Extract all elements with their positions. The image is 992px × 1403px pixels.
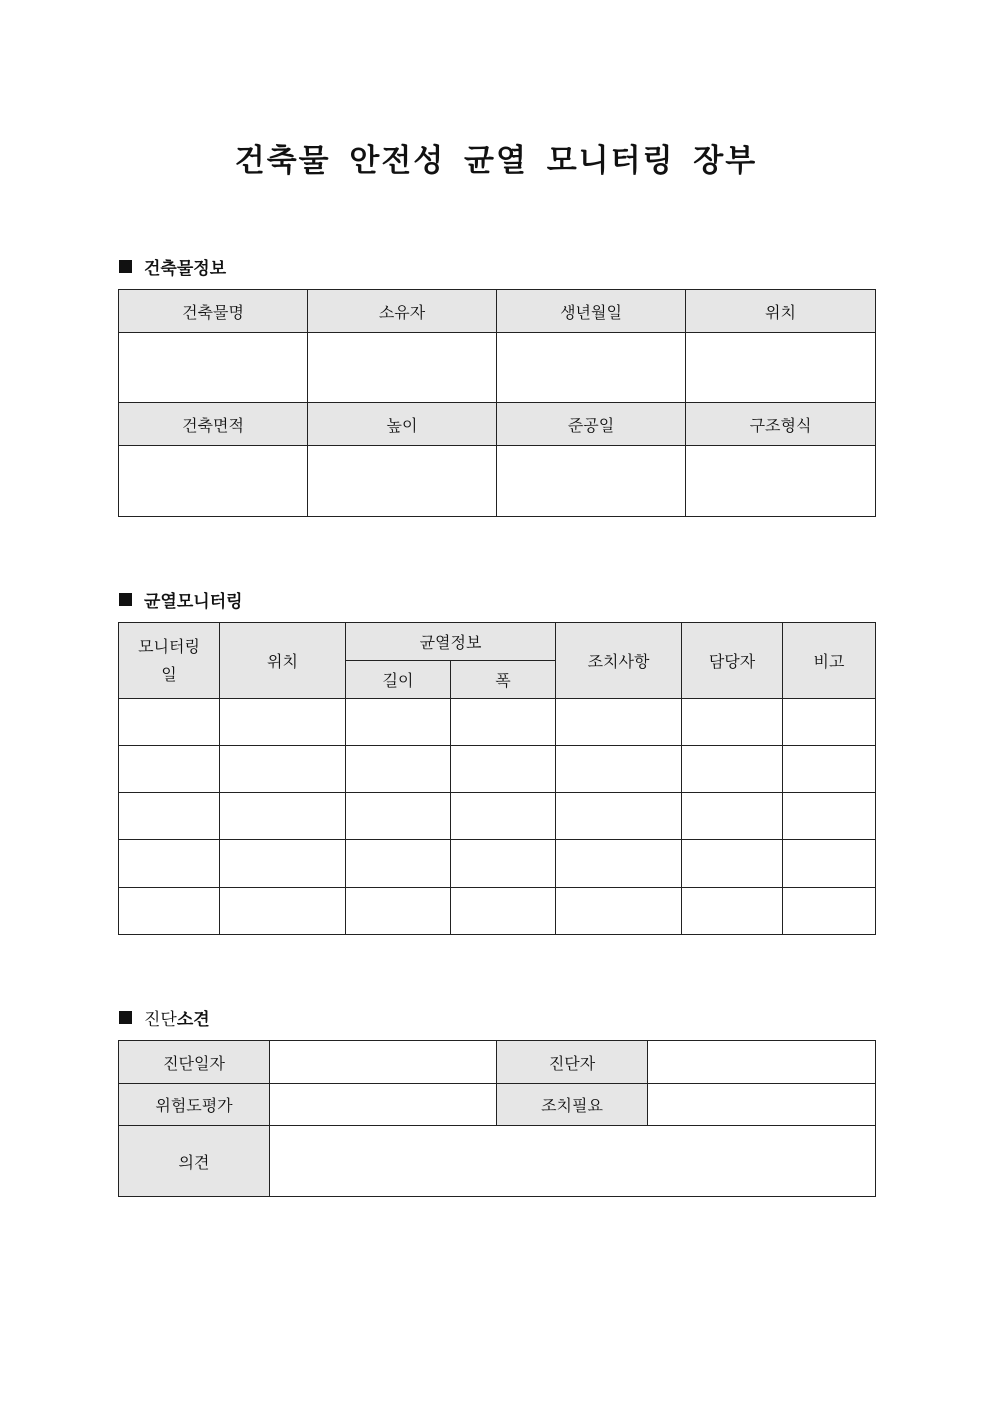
table-cell[interactable]	[783, 888, 876, 935]
header-structure-type: 구조형식	[686, 403, 876, 446]
table-cell[interactable]	[346, 699, 451, 746]
diagnosis-table	[118, 1040, 876, 1197]
header-monitoring-date-line2: 일	[161, 664, 177, 684]
section-heading-diagnosis	[119, 1005, 210, 1030]
input-cell-diagnosis-date[interactable]	[270, 1041, 497, 1084]
square-bullet-icon	[119, 1011, 132, 1024]
header-opinion: 의견	[119, 1126, 270, 1197]
header-action: 조치사항	[556, 623, 682, 699]
header-birthdate: 생년월일	[497, 290, 686, 333]
section-heading-crack	[119, 587, 243, 612]
header-manager: 담당자	[682, 623, 783, 699]
table-cell[interactable]	[220, 746, 346, 793]
table-cell[interactable]	[119, 888, 220, 935]
table-cell[interactable]	[556, 699, 682, 746]
table-row	[119, 888, 876, 935]
input-cell-location[interactable]	[686, 333, 876, 403]
input-cell-completion-date[interactable]	[497, 446, 686, 517]
input-cell-action-needed[interactable]	[648, 1084, 876, 1126]
input-cell-structure-type[interactable]	[686, 446, 876, 517]
header-building-area: 건축면적	[119, 403, 308, 446]
table-cell[interactable]	[451, 793, 556, 840]
header-location: 위치	[686, 290, 876, 333]
header-height: 높이	[308, 403, 497, 446]
table-row	[119, 793, 876, 840]
section-heading-building	[119, 254, 226, 279]
table-cell[interactable]	[119, 699, 220, 746]
table-cell[interactable]	[783, 793, 876, 840]
table-cell[interactable]	[451, 888, 556, 935]
header-monitoring-date	[119, 623, 220, 699]
table-cell[interactable]	[783, 746, 876, 793]
header-diagnosis-date: 진단일자	[119, 1041, 270, 1084]
header-note: 비고	[783, 623, 876, 699]
input-cell-birthdate[interactable]	[497, 333, 686, 403]
input-cell-risk-assessment[interactable]	[270, 1084, 497, 1126]
page-title: 건축물 안전성 균열 모니터링 장부	[234, 143, 758, 179]
section-label-bold: 소견	[176, 1010, 210, 1030]
input-cell-opinion[interactable]	[270, 1126, 876, 1197]
table-cell[interactable]	[682, 746, 783, 793]
table-cell[interactable]	[346, 840, 451, 888]
square-bullet-icon	[119, 260, 132, 273]
table-cell[interactable]	[451, 699, 556, 746]
table-cell[interactable]	[346, 888, 451, 935]
header-action-needed: 조치필요	[497, 1084, 648, 1126]
table-row	[119, 746, 876, 793]
table-row	[119, 699, 876, 746]
header-owner: 소유자	[308, 290, 497, 333]
table-cell[interactable]	[220, 840, 346, 888]
table-cell[interactable]	[556, 888, 682, 935]
building-info-table	[118, 289, 876, 517]
table-cell[interactable]	[682, 840, 783, 888]
input-cell-building-area[interactable]	[119, 446, 308, 517]
table-cell[interactable]	[451, 840, 556, 888]
table-row	[119, 840, 876, 888]
table-cell[interactable]	[783, 840, 876, 888]
table-cell[interactable]	[119, 746, 220, 793]
header-crack-info: 균열정보	[346, 623, 556, 661]
table-cell[interactable]	[451, 746, 556, 793]
table-cell[interactable]	[682, 888, 783, 935]
table-cell[interactable]	[346, 746, 451, 793]
table-cell[interactable]	[682, 793, 783, 840]
header-width: 폭	[451, 661, 556, 699]
crack-monitoring-table	[118, 622, 876, 935]
header-completion-date: 준공일	[497, 403, 686, 446]
section-label: 균열모니터링	[144, 592, 243, 612]
table-cell[interactable]	[556, 840, 682, 888]
table-cell[interactable]	[220, 888, 346, 935]
header-length: 길이	[346, 661, 451, 699]
input-cell-building-name[interactable]	[119, 333, 308, 403]
table-cell[interactable]	[556, 793, 682, 840]
table-cell[interactable]	[682, 699, 783, 746]
table-cell[interactable]	[556, 746, 682, 793]
input-cell-owner[interactable]	[308, 333, 497, 403]
table-cell[interactable]	[119, 840, 220, 888]
table-cell[interactable]	[346, 793, 451, 840]
header-crack-location: 위치	[220, 623, 346, 699]
header-building-name: 건축물명	[119, 290, 308, 333]
table-cell[interactable]	[119, 793, 220, 840]
table-cell[interactable]	[783, 699, 876, 746]
section-label: 건축물정보	[144, 259, 227, 279]
section-label-light: 진단	[144, 1010, 177, 1030]
header-risk-assessment: 위험도평가	[119, 1084, 270, 1126]
header-diagnoser: 진단자	[497, 1041, 648, 1084]
square-bullet-icon	[119, 593, 132, 606]
input-cell-diagnoser[interactable]	[648, 1041, 876, 1084]
table-cell[interactable]	[220, 699, 346, 746]
header-monitoring-date-line1: 모니터링	[138, 636, 200, 656]
table-cell[interactable]	[220, 793, 346, 840]
input-cell-height[interactable]	[308, 446, 497, 517]
